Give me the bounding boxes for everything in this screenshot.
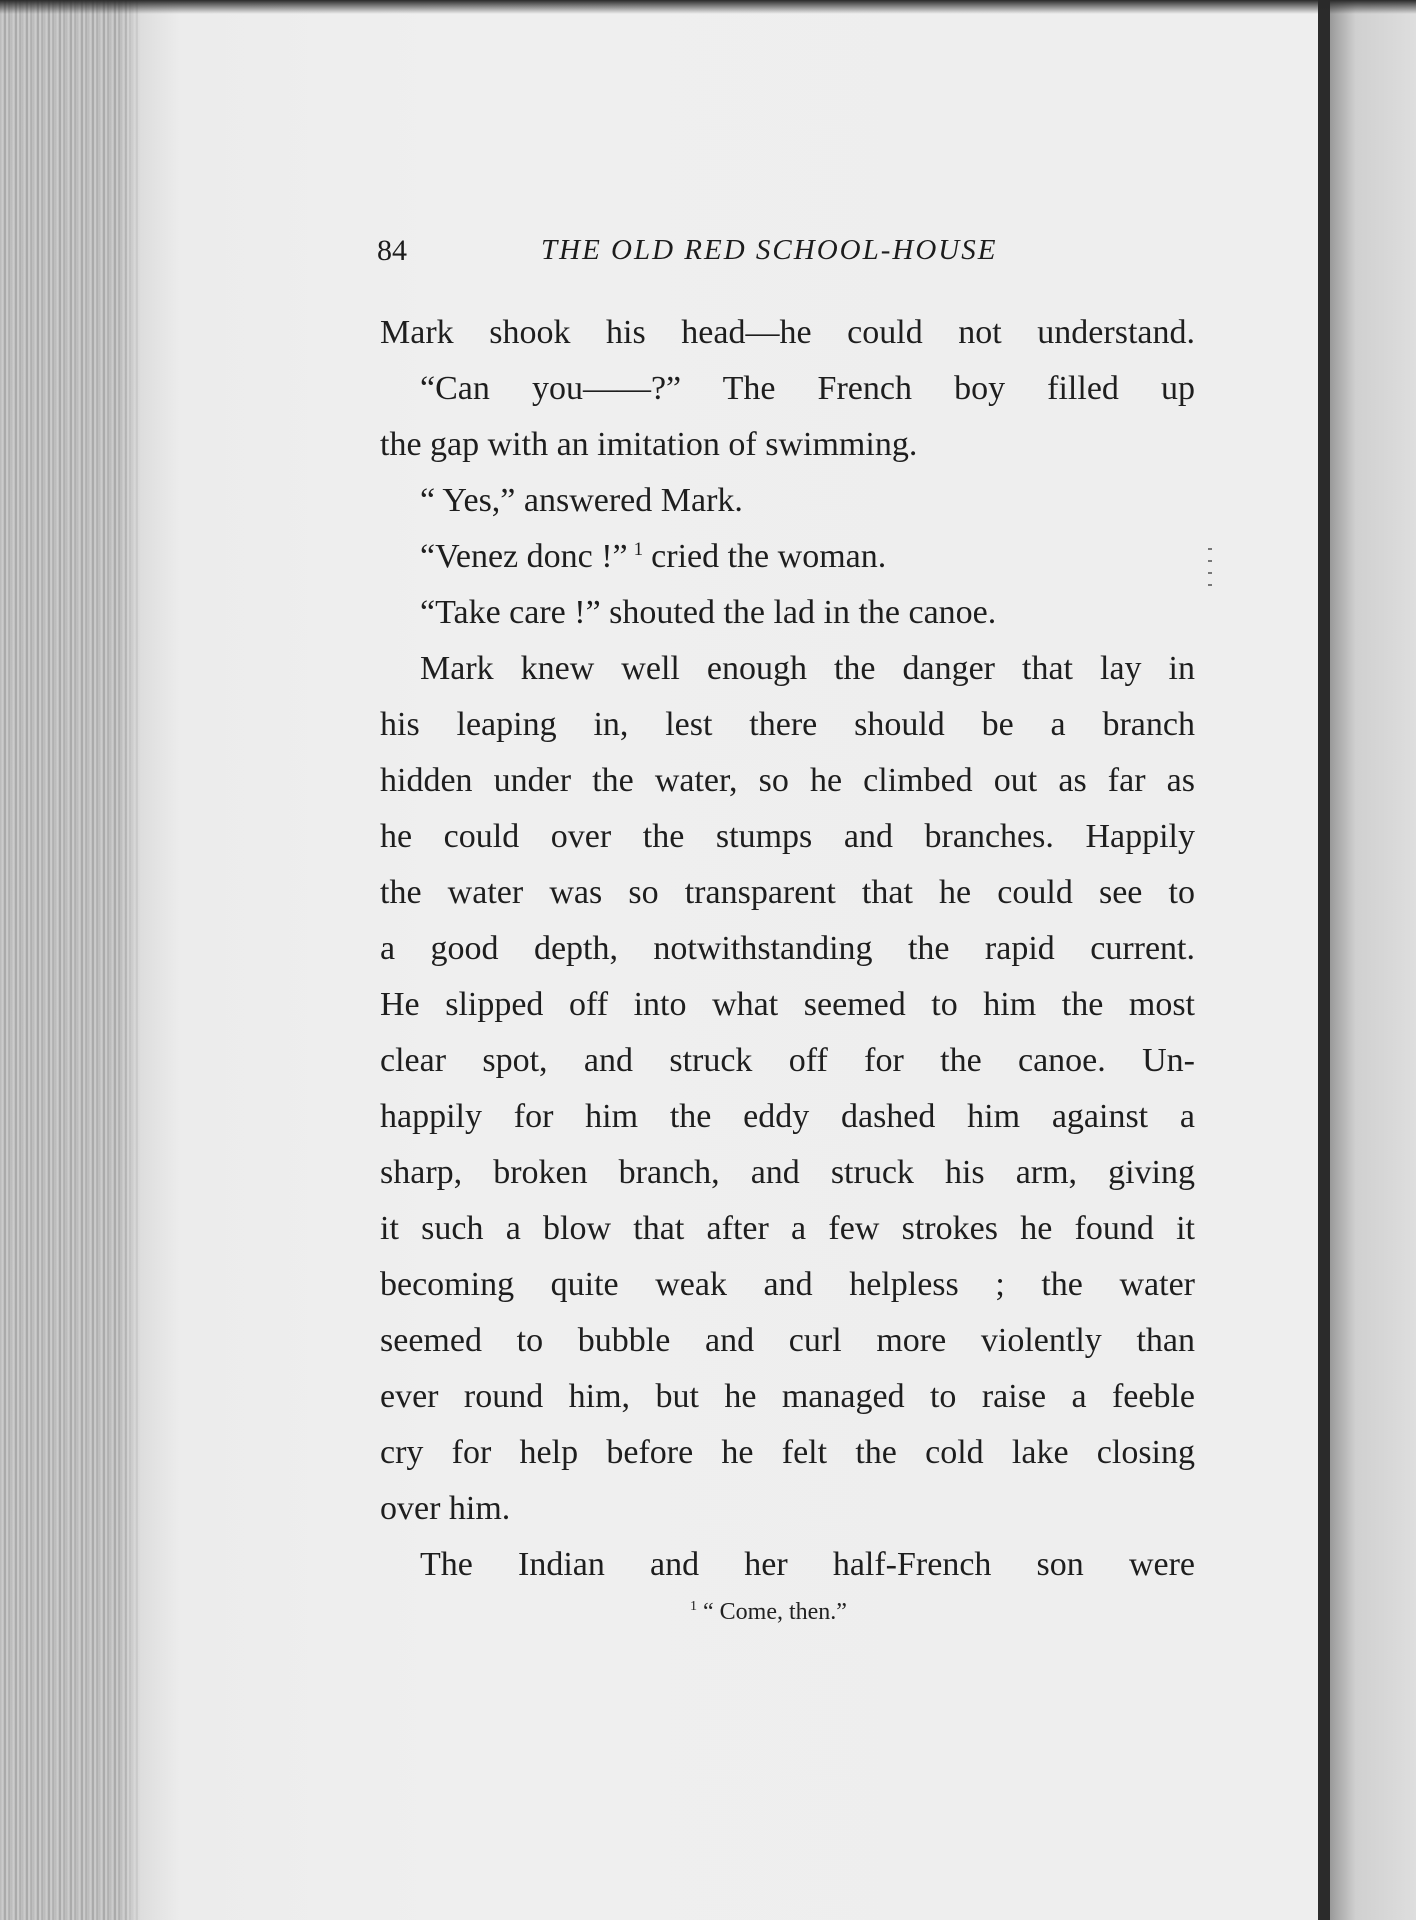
margin-specks [1208,548,1212,592]
text-line: cry for help before he felt the cold lake closing [380,1434,1195,1471]
running-head: THE OLD RED SCHOOL-HOUSE [541,234,998,266]
text-line: happily for him the eddy dashed him against a [380,1098,1195,1135]
text-line: his leaping in, lest there should be a branch [380,706,1195,743]
text-line-with-footnote [380,529,1195,585]
footnote-text: “ Come, then.” [703,1599,847,1625]
text-line: he could over the stumps and branches. Happily [380,818,1195,855]
text-line: The Indian and her half-French son were [420,1546,1195,1583]
book-page-edges [0,0,150,1920]
text-line: becoming quite weak and helpless ; the water [380,1266,1195,1303]
text-line: the water was so transparent that he could see to [380,874,1195,911]
page-header [377,234,1027,274]
text-line: the gap with an imitation of swimming. [380,426,918,463]
top-shadow [0,0,1416,14]
text-line: “Take care !” shouted the lad in the canoe. [420,594,997,631]
text-line: sharp, broken branch, and struck his arm, giving [380,1154,1195,1191]
text-line: He slipped off into what seemed to him the most [380,986,1195,1023]
text-line: “Can you——?” The French boy filled up [420,370,1195,407]
book-gutter [1318,0,1330,1920]
text-line: over him. [380,1490,511,1527]
text-line: clear spot, and struck off for the canoe. Un- [380,1042,1195,1079]
text-line: “ Yes,” answered Mark. [420,482,743,519]
text-line: ever round him, but he managed to raise a feeble [380,1378,1195,1415]
facing-page-edge [1330,0,1416,1920]
venez-quote: “Venez donc !” [420,538,628,575]
footnote-number: 1 [690,1599,697,1614]
text-line: a good depth, notwithstanding the rapid current. [380,930,1195,967]
footnote-reference: 1 [633,538,644,560]
text-line: seemed to bubble and curl more violently than [380,1322,1195,1359]
venez-rest: cried the woman. [651,538,887,575]
body-text [380,305,1195,1593]
text-line: Mark knew well enough the danger that lay in [420,650,1195,687]
text-line: it such a blow that after a few strokes he found it [380,1210,1195,1247]
page-number: 84 [377,234,407,267]
text-line: Mark shook his head—he could not understand. [380,314,1195,351]
text-line: hidden under the water, so he climbed out as far as [380,762,1195,799]
footnote [690,1599,847,1626]
